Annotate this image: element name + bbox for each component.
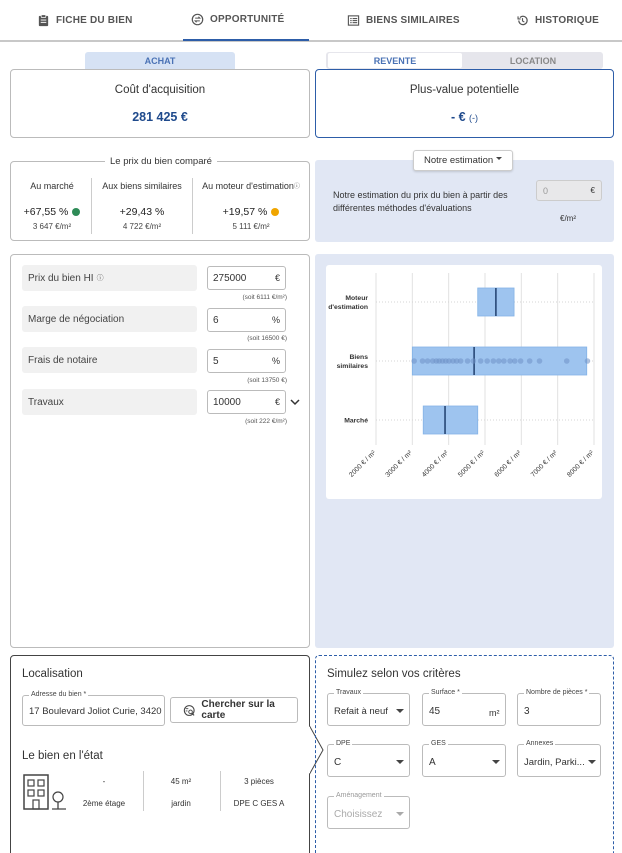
building-icon [22, 772, 68, 815]
data-point [512, 358, 518, 364]
x-tick-label: 8000 € / m² [566, 449, 596, 479]
tab-label: FICHE DU BIEN [56, 14, 133, 26]
comparison-sub: 4 722 €/m² [122, 222, 162, 231]
tab-label: BIENS SIMILAIRES [366, 14, 460, 26]
tab-revente[interactable]: REVENTE [328, 53, 462, 68]
tab-biens-similaires[interactable] [347, 0, 460, 40]
comparison-header: Au marché [30, 181, 74, 191]
estimation-input[interactable] [536, 180, 602, 201]
tab-fiche-du-bien[interactable] [37, 0, 133, 40]
estimation-input-value: 0 [543, 185, 549, 196]
address-field[interactable] [22, 691, 165, 726]
search-map-button[interactable] [170, 697, 298, 723]
chart-card [326, 265, 602, 499]
surface-input[interactable]: Surface * 45 m² [422, 693, 506, 726]
data-point [411, 358, 417, 364]
list-icon [347, 14, 360, 27]
info-icon[interactable]: ⓘ [96, 275, 104, 282]
etat-title: Le bien en l'état [22, 750, 103, 762]
estimation-description: Notre estimation du prix du bien à partir des différentes méthodes d'évaluations [333, 190, 508, 213]
boxplot-chart [326, 265, 602, 499]
cost-label-marge: Marge de négociation [22, 306, 197, 332]
chevron-down-icon[interactable] [290, 397, 300, 405]
comparison-sub: 5 111 €/m² [232, 222, 270, 231]
comparison-market [11, 181, 93, 231]
price-comparison [10, 156, 310, 241]
etat-floor: - 2ème étage [82, 777, 126, 808]
data-point [537, 358, 543, 364]
estimation-dropdown[interactable] [413, 150, 513, 171]
comparison-value: +29,43 % [119, 206, 165, 218]
comparison-value: +67,55 % [23, 206, 69, 218]
x-tick-label: 3000 € / m² [384, 449, 414, 479]
x-tick-label: 2000 € / m² [348, 449, 378, 479]
category-label: Biens similaires [336, 354, 368, 370]
cost-label-travaux: Travaux [22, 389, 197, 415]
data-point [564, 358, 570, 364]
cost-label-notaire: Frais de notaire [22, 347, 197, 373]
comparison-header: Aux biens similaires [102, 181, 182, 191]
caret-down-icon [396, 709, 404, 713]
data-point [496, 358, 502, 364]
data-point [458, 358, 464, 364]
comparison-header: Au moteur d'estimationⓘ [202, 181, 300, 191]
status-dot-green [72, 208, 80, 216]
data-point [478, 358, 484, 364]
comparison-legend: Le prix du bien comparé [105, 156, 217, 167]
data-point [491, 358, 497, 364]
history-icon [516, 14, 529, 27]
ges-select[interactable]: GES A [422, 744, 506, 777]
address-value: 17 Boulevard Joliot Curie, 3420 [29, 706, 162, 717]
cost-label-prix: Prix du bien HI ⓘ [22, 265, 197, 291]
x-tick-label: 7000 € / m² [529, 449, 560, 479]
status-dot-orange [271, 208, 279, 216]
caret-down-icon [492, 760, 500, 764]
data-point [465, 358, 471, 364]
plusvalue-amount: - € [450, 110, 466, 124]
tab-achat[interactable]: ACHAT [85, 52, 235, 69]
acquisition-value: 281 425 € [132, 110, 188, 124]
tab-opportunite[interactable] [183, 0, 309, 41]
address-label: Adresse du bien * [31, 691, 87, 698]
comparison-sub: 3 647 €/m² [32, 222, 72, 231]
info-icon[interactable]: ⓘ [293, 184, 300, 190]
plusvalue-value [316, 110, 613, 124]
divider [143, 771, 144, 811]
dpe-select[interactable]: DPE C [327, 744, 410, 777]
acquisition-title: Coût d'acquisition [114, 84, 206, 96]
data-point [484, 358, 490, 364]
comparison-value: +19,57 % [222, 206, 268, 218]
data-point [501, 358, 507, 364]
tab-label: HISTORIQUE [535, 14, 600, 26]
plusvalue-card [315, 69, 614, 138]
estimation-unit: €/m² [560, 214, 576, 223]
caret-down-icon [588, 760, 596, 764]
exchange-icon [191, 13, 204, 26]
marge-input[interactable]: 6 % [207, 308, 286, 332]
category-label: Moteur d'estimation [328, 295, 368, 311]
acquisition-card [10, 69, 310, 138]
caret-down-icon [496, 157, 502, 160]
estimation-input-unit: € [590, 186, 595, 195]
etat-surface: 45 m² jardin [170, 777, 192, 808]
data-point [420, 358, 426, 364]
localisation-title: Localisation [22, 668, 83, 680]
caret-down-icon [396, 812, 404, 816]
x-tick-label: 6000 € / m² [493, 449, 523, 479]
caret-down-icon [396, 760, 404, 764]
box [423, 406, 478, 434]
estimation-dropdown-label: Notre estimation [424, 155, 494, 166]
tab-historique[interactable] [516, 0, 599, 40]
comparison-engine [193, 181, 309, 231]
etat-rooms: 3 pièces DPE C GES A [233, 777, 285, 808]
notaire-input[interactable]: 5 % [207, 349, 286, 373]
travaux-input[interactable]: 10000 € [207, 390, 286, 414]
rooms-input[interactable]: Nombre de pièces * 3 [517, 693, 601, 726]
search-map-label: Chercher sur la carte [201, 699, 275, 721]
data-point [425, 358, 431, 364]
data-point [518, 358, 524, 364]
plusvalue-title: Plus-value potentielle [409, 84, 520, 96]
plusvalue-suffix: (-) [469, 113, 479, 123]
x-tick-label: 5000 € / m² [457, 449, 487, 479]
amenagement-select[interactable]: Aménagement Choisissez [327, 796, 410, 829]
prix-input[interactable]: 275000 € [207, 266, 286, 290]
x-tick-label: 4000 € / m² [420, 449, 451, 479]
data-point [527, 358, 533, 364]
tab-label: OPPORTUNITÉ [210, 14, 285, 25]
divider [220, 771, 221, 811]
marge-note: (soit 16500 €) [247, 335, 287, 342]
notaire-note: (soit 13750 €) [247, 377, 287, 384]
data-point [585, 358, 591, 364]
prix-note: (soit 6111 €/m²) [242, 294, 287, 301]
simulation-title: Simulez selon vos critères [327, 668, 461, 680]
comparison-similar [93, 181, 191, 231]
top-navigation [0, 0, 622, 42]
travaux-note: (soit 222 €/m²) [245, 418, 287, 425]
travaux-select[interactable]: Travaux Refait à neuf [327, 693, 410, 726]
data-point [471, 358, 477, 364]
map-search-icon [183, 704, 195, 717]
divider [91, 178, 92, 234]
annexes-select[interactable]: Annexes Jardin, Parki... [517, 744, 601, 777]
category-label: Marché [344, 417, 368, 425]
clipboard-icon [37, 14, 50, 27]
tab-location[interactable]: LOCATION [509, 55, 557, 66]
